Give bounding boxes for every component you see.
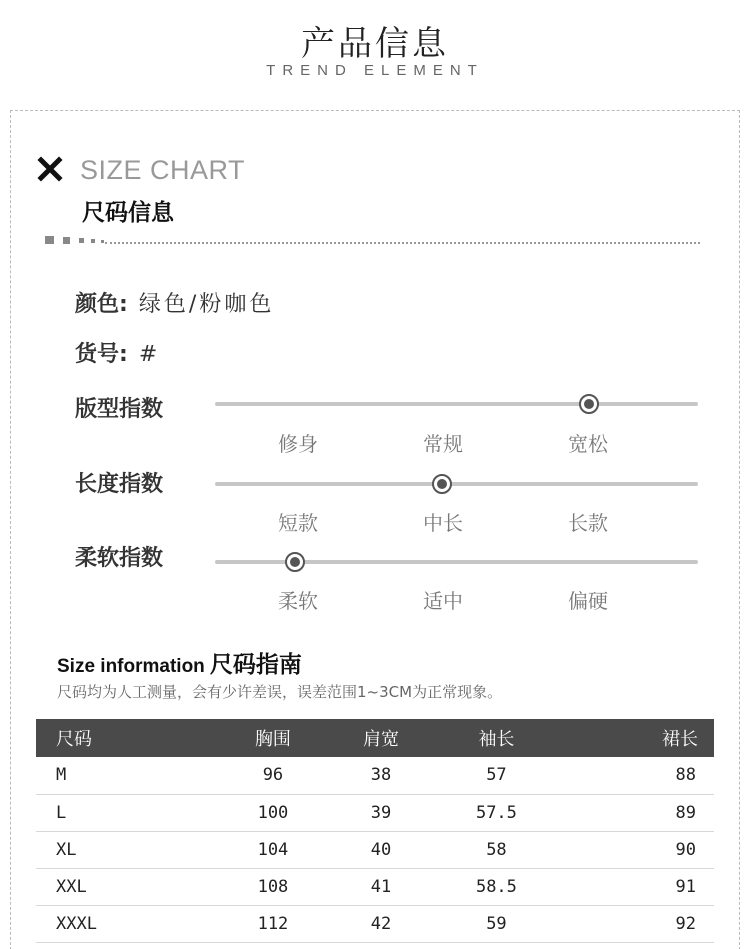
- table-cell: 58: [435, 831, 558, 868]
- index-tick: 中长: [423, 511, 463, 535]
- color-label: 颜色:: [75, 292, 128, 317]
- table-cell: 88: [558, 757, 714, 794]
- column-header: 袖长: [435, 719, 558, 757]
- table-cell: 39: [327, 794, 435, 831]
- index-track: [215, 402, 698, 406]
- table-cell: 91: [558, 868, 714, 905]
- index-tick: 修身: [278, 432, 318, 456]
- page-title: 产品信息: [301, 24, 449, 64]
- size-guide-title: [57, 646, 302, 679]
- table-cell: XL: [36, 831, 219, 868]
- table-cell: M: [36, 757, 219, 794]
- column-header: 裙长: [558, 719, 714, 757]
- table-cell: 96: [219, 757, 327, 794]
- item-number-row: [75, 337, 160, 368]
- index-tick: 柔软: [278, 589, 318, 613]
- table-cell: 108: [219, 868, 327, 905]
- table-row: [36, 794, 714, 831]
- measurement-note: 尺码均为人工测量，会有少许差误，误差范围1~3CM为正常现象。: [57, 683, 503, 701]
- size-chart-heading-cn: 尺码信息: [82, 200, 174, 226]
- color-value: 绿色/粉咖色: [138, 292, 275, 317]
- index-knob: [432, 474, 452, 494]
- table-cell: 42: [327, 905, 435, 942]
- table-cell: XXXL: [36, 905, 219, 942]
- table-cell: 58.5: [435, 868, 558, 905]
- table-cell: 57: [435, 757, 558, 794]
- column-header: 尺码: [36, 719, 219, 757]
- index-tick: 常规: [423, 432, 463, 456]
- size-guide-title-en: Size information: [57, 656, 205, 677]
- size-chart-heading: SIZE CHART: [80, 155, 246, 185]
- table-row: [36, 757, 714, 794]
- table-row: [36, 868, 714, 905]
- table-cell: 41: [327, 868, 435, 905]
- item-number-value: #: [138, 342, 161, 367]
- size-table: [36, 719, 714, 943]
- dotted-separator: [45, 236, 700, 244]
- index-knob: [579, 394, 599, 414]
- table-cell: L: [36, 794, 219, 831]
- page-subtitle: TREND ELEMENT: [266, 62, 484, 79]
- table-row: [36, 905, 714, 942]
- table-cell: XXL: [36, 868, 219, 905]
- table-cell: 57.5: [435, 794, 558, 831]
- table-cell: 90: [558, 831, 714, 868]
- index-label: 柔软指数: [75, 546, 164, 571]
- x-icon: [36, 155, 64, 183]
- table-cell: 112: [219, 905, 327, 942]
- table-header-row: [36, 719, 714, 757]
- color-row: [75, 287, 274, 318]
- table-cell: 38: [327, 757, 435, 794]
- index-knob: [285, 552, 305, 572]
- index-tick: 偏硬: [568, 589, 608, 613]
- index-tick: 适中: [423, 589, 463, 613]
- size-guide-title-cn: 尺码指南: [209, 652, 302, 678]
- item-number-label: 货号:: [75, 342, 128, 367]
- table-cell: 40: [327, 831, 435, 868]
- table-cell: 104: [219, 831, 327, 868]
- column-header: 胸围: [219, 719, 327, 757]
- index-track: [215, 482, 698, 486]
- index-tick: 短款: [278, 511, 318, 535]
- index-tick: 宽松: [568, 432, 608, 456]
- table-cell: 59: [435, 905, 558, 942]
- index-label: 长度指数: [75, 472, 164, 497]
- table-cell: 89: [558, 794, 714, 831]
- column-header: 肩宽: [327, 719, 435, 757]
- table-cell: 100: [219, 794, 327, 831]
- table-row: [36, 831, 714, 868]
- table-cell: 92: [558, 905, 714, 942]
- index-tick: 长款: [568, 511, 608, 535]
- index-label: 版型指数: [75, 397, 164, 422]
